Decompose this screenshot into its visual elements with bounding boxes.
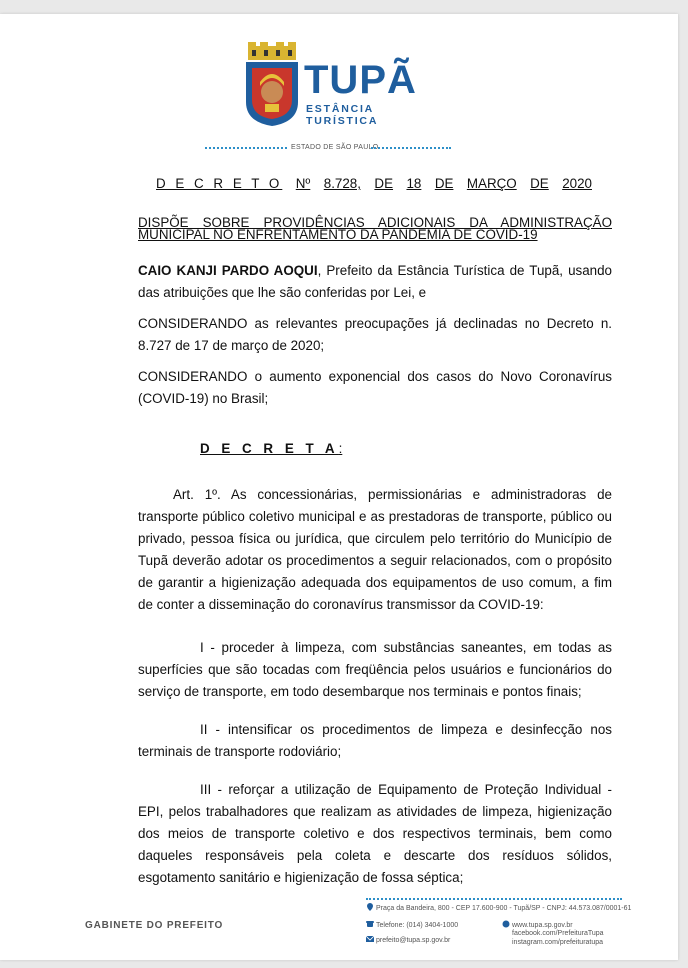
decree-number: 8.728, [323,176,361,191]
paragraph-line: daqueles responsáveis pela coleta e descarte dos resíduos sólidos, [138,848,612,863]
paragraph-line: de garantir a higienização adequada dos equipamentos de uso comum, a fim [138,575,612,590]
paragraph-line: Art. 1º. As concessionárias, permissionárias e administradoras de [173,487,612,502]
state-banner [205,142,451,154]
paragraph-line: serviço de transporte, em todo desembarque nos terminais e pontos finais; [138,684,582,699]
decree-title [156,173,592,195]
paragraph-line: I - proceder à limpeza, com substâncias saneantes, em todas as [200,640,612,655]
considerando-paragraph [138,366,612,410]
phone-icon [366,920,374,928]
department-label: GABINETE DO PREFEITO [85,920,224,931]
considerando-paragraph [138,313,612,357]
footer-facebook: facebook.com/PrefeituraTupa [512,930,604,937]
paragraph-line: transporte público coletivo municipal e as prestadoras de transporte, público ou [138,509,612,524]
decree-day: 18 [406,176,422,191]
item-2 [138,719,612,763]
decreta-colon: : [338,441,343,456]
paragraph-line: terminais de transporte rodoviário; [138,744,342,759]
decree-month: MARÇO [466,176,517,191]
footer-address: Praça da Bandeira, 800 - CEP 17.600-900 - Tupã/SP - CNPJ: 44.573.087/0001-61 [366,903,631,913]
paragraph-line: EPI, pelos trabalhadores que realizam as atividades de limpeza, higienização [138,804,612,819]
brand-name: TUPÃ [304,58,417,102]
decree-de: DE [434,176,454,191]
footer-instagram: instagram.com/prefeituratupa [512,939,604,946]
divider [205,147,287,151]
paragraph-line: (COVID-19) no Brasil; [138,391,269,406]
footer-email: prefeito@tupa.sp.gov.br [366,935,450,945]
paragraph-line: privado, pessoa física ou jurídica, que circulem pelo território do Município de [138,531,612,546]
divider [366,898,622,902]
paragraph-line: CONSIDERANDO o aumento exponencial dos casos do Novo Coronavírus [138,369,612,384]
mayor-name: CAIO KANJI PARDO AOQUI [138,263,318,278]
divider [371,147,451,151]
logo [244,42,444,142]
coat-of-arms-icon [244,42,300,126]
ementa-line: MUNICIPAL NO ENFRENTAMENTO DA PANDEMIA DE COVID-19 [138,227,538,242]
preamble-line: das atribuições que lhe são conferidas por Lei, e [138,285,427,300]
preamble-text: , Prefeito da Estância Turística de Tupã, usando [317,263,613,278]
paragraph-line: III - reforçar a utilização de Equipamento de Proteção Individual - [200,782,612,797]
brand-subtitle: ESTÂNCIA TURÍSTICA [306,103,379,127]
paragraph-line: de conter a disseminação do coronavírus transmissor da COVID-19: [138,597,544,612]
state-label: ESTADO DE SÃO PAULO [291,144,379,151]
item-3 [138,779,612,889]
article-1 [138,484,612,616]
globe-icon [502,920,510,928]
paragraph-line: Tupã deverão adotar os procedimentos a seguir relacionados, com o propósito [138,553,612,568]
decree-year: 2020 [562,176,592,191]
preamble [138,260,612,304]
paragraph-line: II - intensificar os procedimentos de limpeza e desinfecção nos [200,722,612,737]
paragraph-line: 8.727 de 17 de março de 2020; [138,338,325,353]
location-pin-icon [366,903,374,911]
paragraph-line: superfícies que são tocadas com freqüência pelos usuários e funcionários do [138,662,612,677]
document-page [0,14,678,960]
paragraph-line: dos meios de transporte coletivo e dos respectivos terminais, bem como [138,826,612,841]
decree-no: Nº [295,176,311,191]
decree-de: DE [374,176,394,191]
item-1 [138,637,612,703]
decreta-heading [200,438,342,460]
decree-word: D E C R E T O [156,176,283,191]
footer-website: www.tupa.sp.gov.br [502,920,573,930]
decree-de: DE [530,176,549,191]
decreta-word: D E C R E T A [200,441,339,456]
ementa-line: DISPÕE SOBRE PROVIDÊNCIAS ADICIONAIS DA ADMINISTRAÇÃO [138,215,612,230]
paragraph-line: esgotamento sanitário e higienização de fossa séptica; [138,870,464,885]
paragraph-line: CONSIDERANDO as relevantes preocupações já declinadas no Decreto n. [138,316,612,331]
ementa [138,217,612,241]
footer-phone: Telefone: (014) 3404-1000 [366,920,458,930]
email-icon [366,935,374,943]
